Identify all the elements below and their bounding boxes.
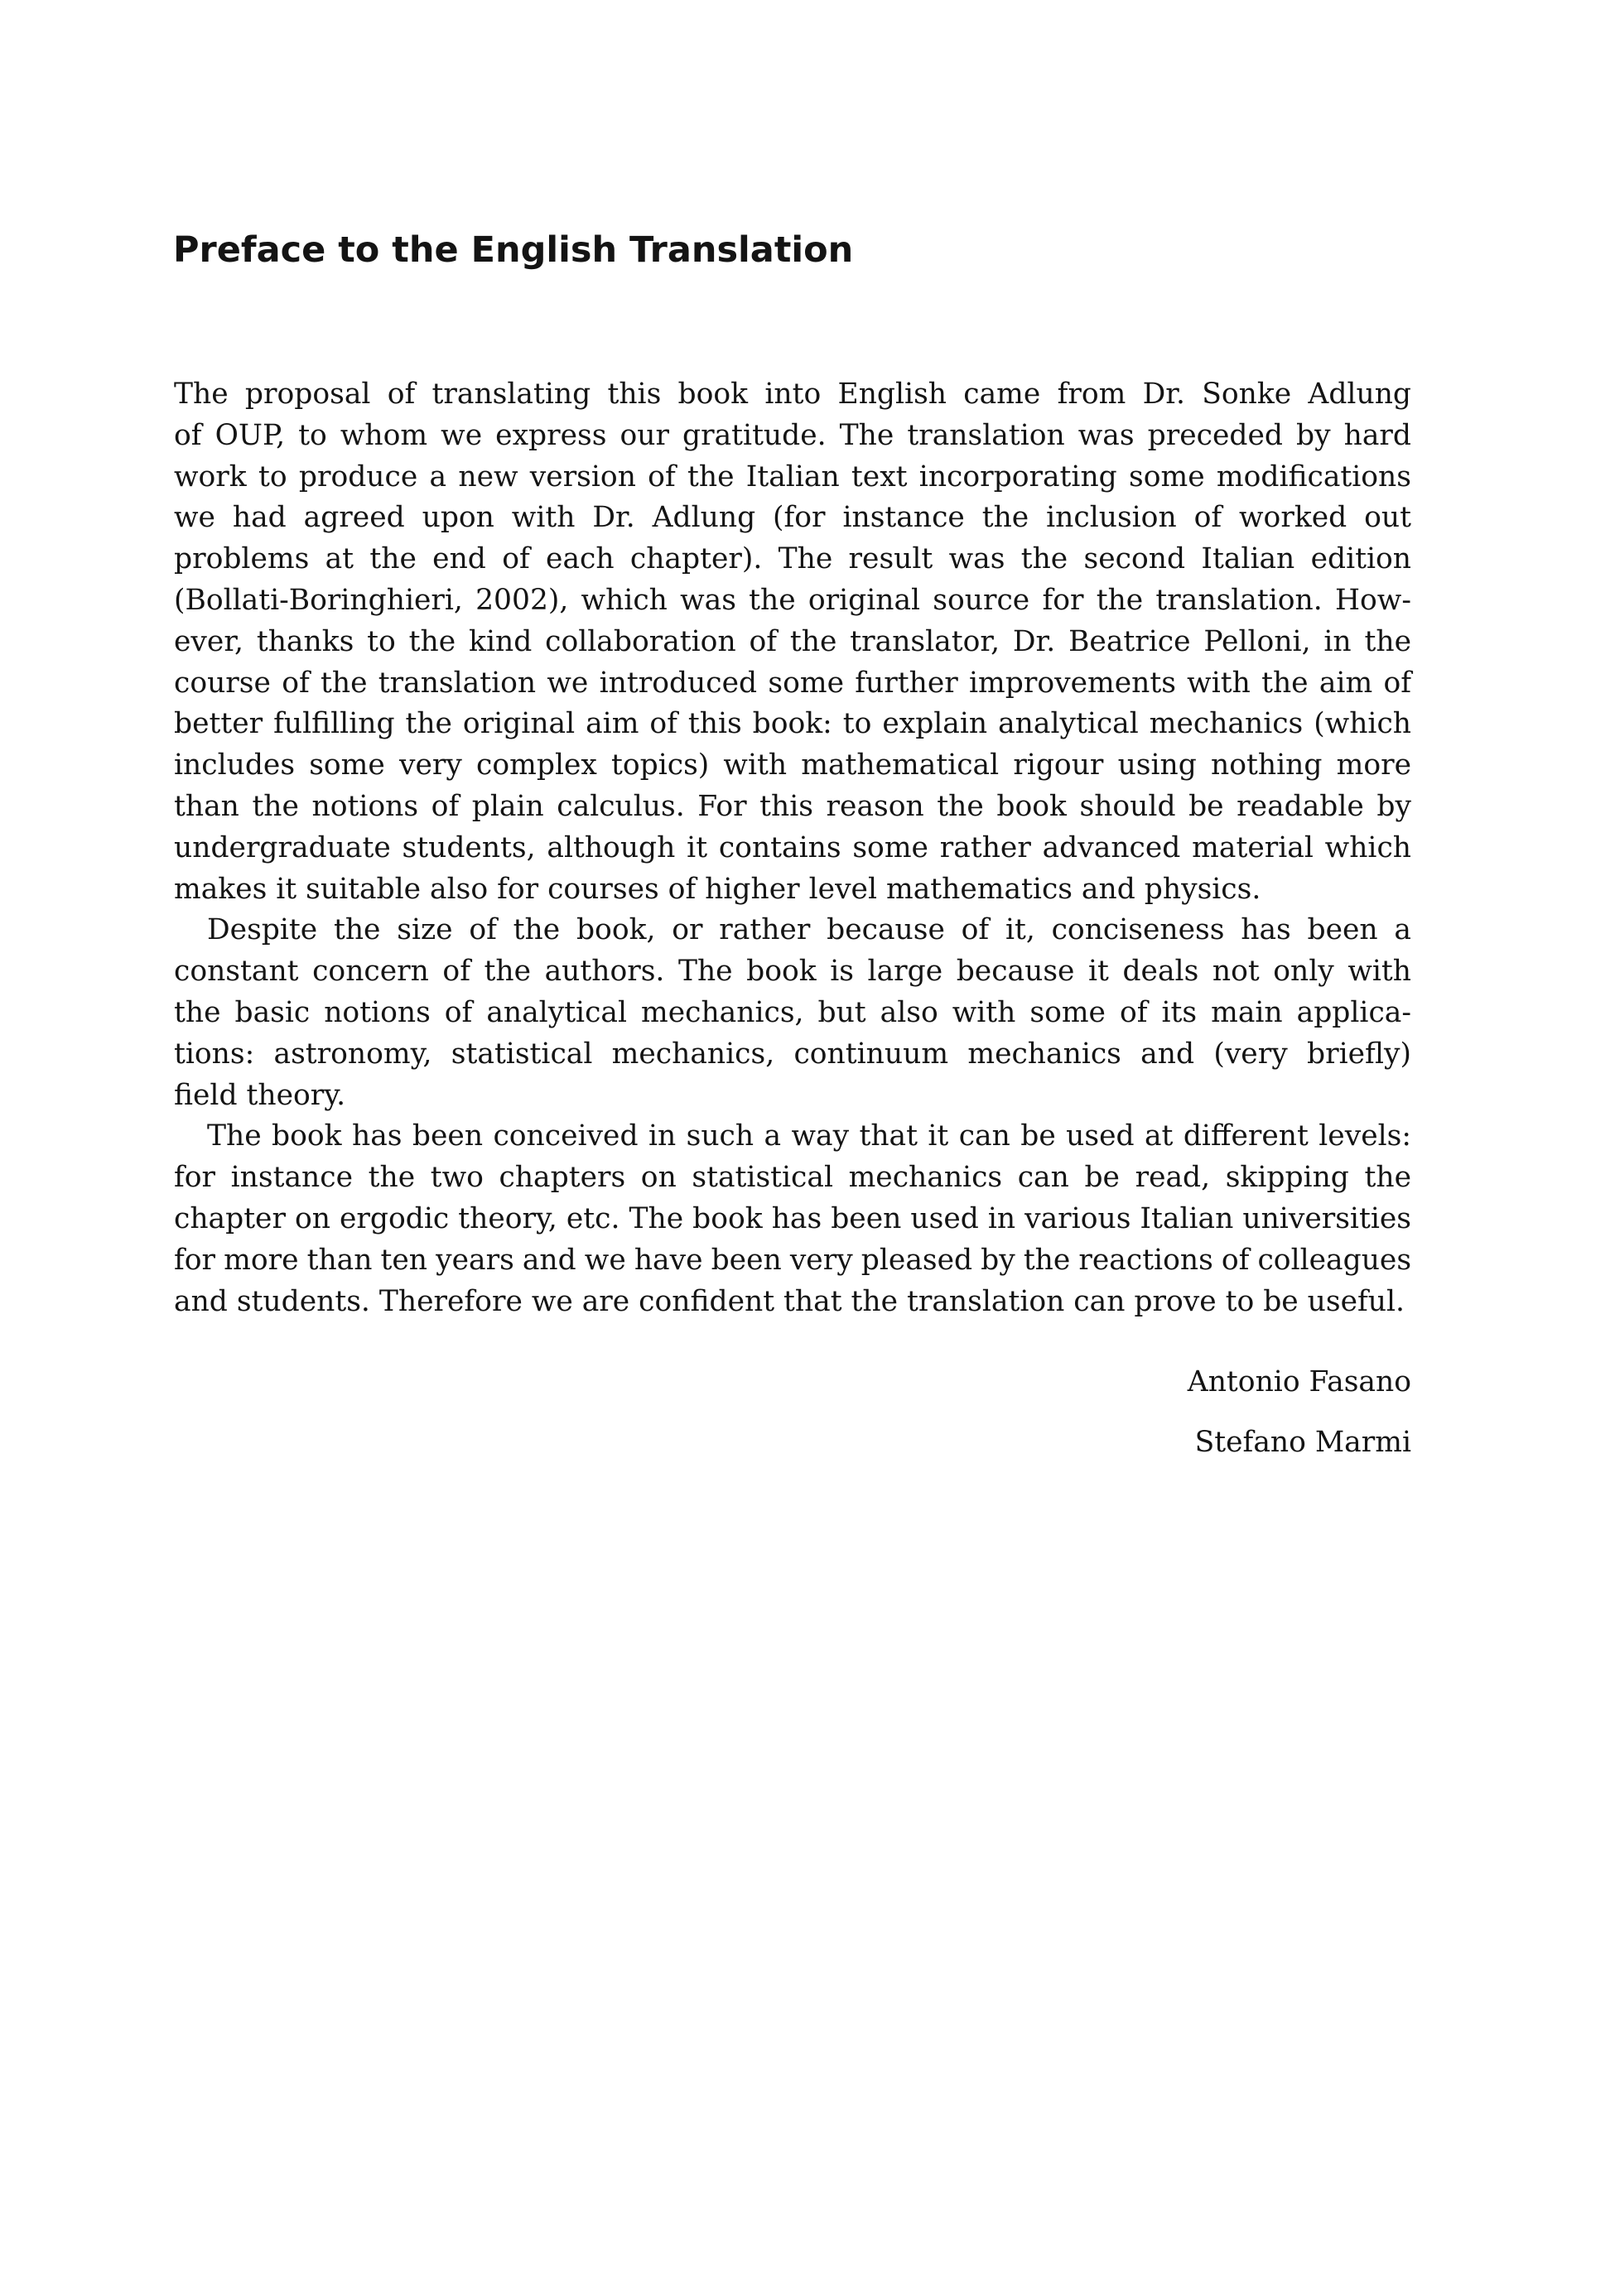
paragraph-line: for more than ten years and we have been very pleased by the reactions of colleagues bbox=[174, 1243, 1412, 1277]
paragraph-line: problems at the end of each chapter). The result was the second Italian edition bbox=[174, 542, 1411, 576]
paragraph-line: than the notions of plain calculus. For this reason the book should be readable by bbox=[174, 789, 1411, 823]
paragraph-2 bbox=[174, 910, 1411, 1116]
paragraph-line: constant concern of the authors. The book is large because it deals not only with bbox=[174, 955, 1411, 989]
paragraph-line: of OUP, to whom we express our gratitude. The translation was preceded by hard bbox=[174, 418, 1411, 452]
paragraph-line: for instance the two chapters on statistical mechanics can be read, skipping the bbox=[174, 1161, 1411, 1195]
page-title: Preface to the English Translation bbox=[173, 229, 854, 271]
paragraph-line: includes some very complex topics) with mathematical rigour using nothing more bbox=[174, 748, 1411, 782]
paragraph-line: chapter on ergodic theory, etc. The book has been used in various Italian universities bbox=[174, 1201, 1411, 1235]
paragraph-line: better fulfilling the original aim of this book: to explain analytical mechanics (which bbox=[174, 707, 1411, 741]
paragraph-line: and students. Therefore we are confident that the translation can prove to be useful. bbox=[174, 1284, 1405, 1318]
paragraph-line: field theory. bbox=[174, 1078, 346, 1112]
paragraph-3 bbox=[174, 1116, 1411, 1322]
paragraph-line: (Bollati-Boringhieri, 2002), which was the original source for the translation. How- bbox=[174, 583, 1411, 617]
paragraph-line: The proposal of translating this book into English came from Dr. Sonke Adlung bbox=[174, 378, 1411, 411]
paragraph-line: we had agreed upon with Dr. Adlung (for instance the inclusion of worked out bbox=[174, 501, 1411, 535]
author-name: Stefano Marmi bbox=[1194, 1426, 1411, 1459]
paragraph-line: tions: astronomy, statistical mechanics, continuum mechanics and (very briefly) bbox=[174, 1037, 1411, 1071]
paragraph-line: The book has been conceived in such a way that it can be used at different levels: bbox=[207, 1119, 1411, 1153]
author-signatures bbox=[1188, 1361, 1411, 1482]
preface-body bbox=[174, 374, 1411, 1322]
paragraph-line: course of the translation we introduced some further improvements with the aim of bbox=[174, 666, 1411, 700]
paragraph-line: ever, thanks to the kind collaboration of the translator, Dr. Beatrice Pelloni, in the bbox=[174, 624, 1411, 658]
author-name: Antonio Fasano bbox=[1187, 1365, 1411, 1398]
paragraph-line: Despite the size of the book, or rather because of it, conciseness has been a bbox=[207, 913, 1411, 947]
paragraph-line: makes it suitable also for courses of higher level mathematics and physics. bbox=[174, 872, 1261, 906]
paragraph-line: the basic notions of analytical mechanics, but also with some of its main applica- bbox=[174, 995, 1411, 1029]
paragraph-line: work to produce a new version of the Italian text incorporating some modifications bbox=[174, 460, 1411, 493]
paragraph-line: undergraduate students, although it contains some rather advanced material which bbox=[174, 830, 1411, 864]
paragraph-1 bbox=[174, 374, 1411, 910]
